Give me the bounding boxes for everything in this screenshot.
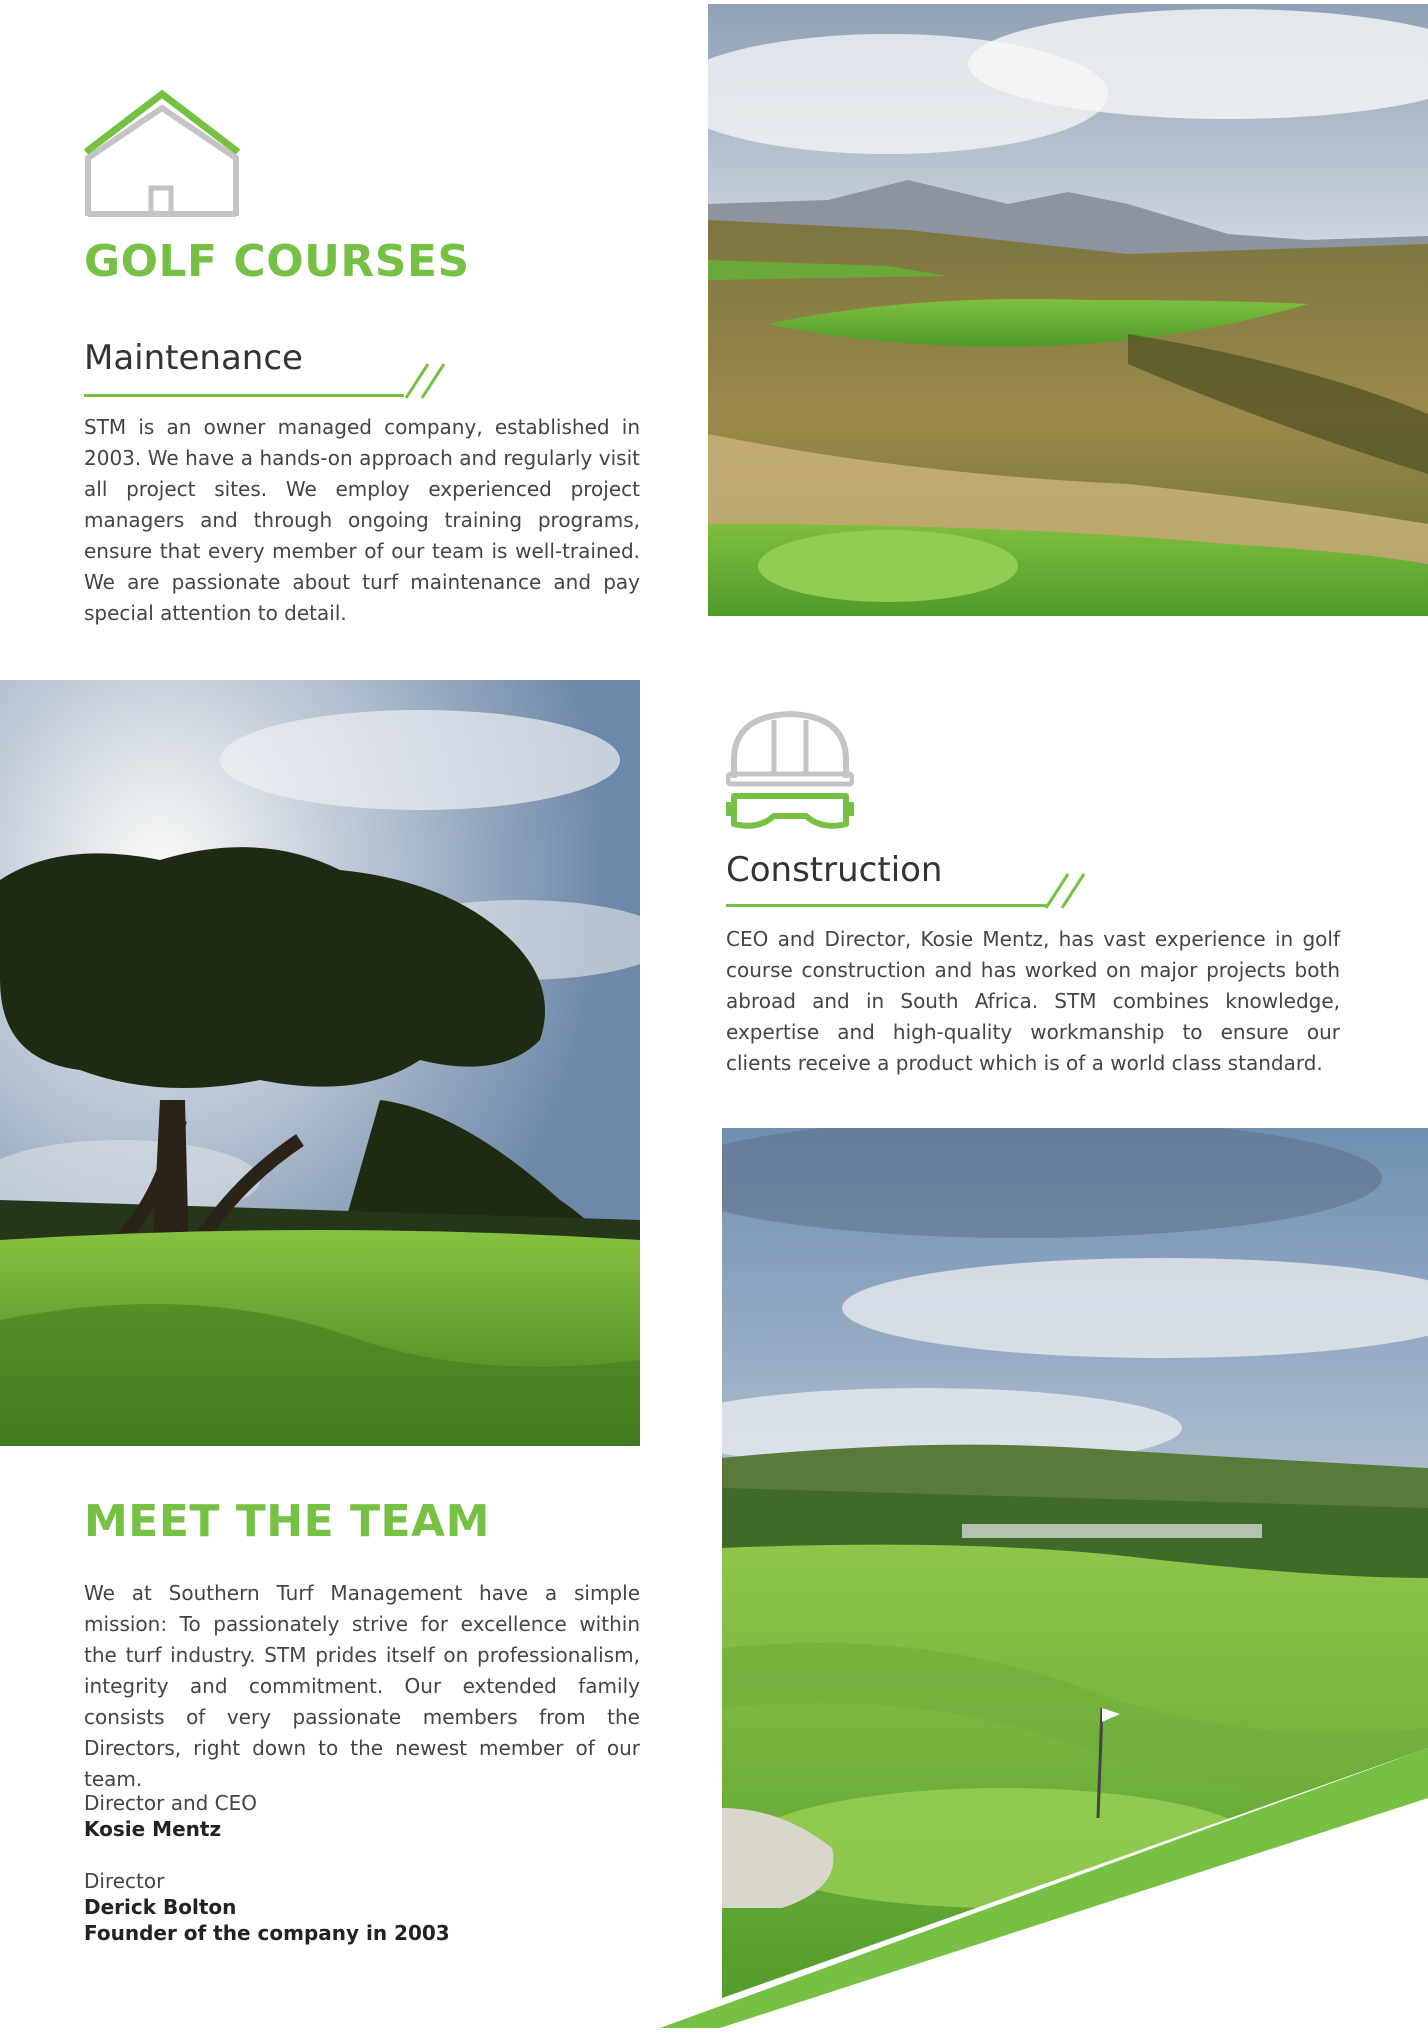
meet-the-team-title: MEET THE TEAM <box>84 1496 490 1547</box>
team-member-2 <box>84 1868 640 1946</box>
maintenance-subtitle: Maintenance <box>84 338 303 378</box>
maintenance-rule <box>84 394 404 397</box>
member-name: Kosie Mentz <box>84 1817 222 1841</box>
member-name: Derick Bolton <box>84 1895 237 1919</box>
hard-hat-goggles-icon <box>726 708 854 834</box>
tree-fairway-photo <box>0 680 640 1446</box>
construction-subtitle: Construction <box>726 850 943 890</box>
team-member-1 <box>84 1790 640 1842</box>
golf-courses-title: GOLF COURSES <box>84 236 470 287</box>
green-diagonal-stripe <box>660 1740 1428 2028</box>
golf-hillside-photo <box>708 4 1428 616</box>
member-note: Founder of the company in 2003 <box>84 1921 450 1945</box>
construction-rule <box>726 904 1046 907</box>
maintenance-body: STM is an owner managed company, established in 2003. We have a hands-on approach and regularly visit all project sites. We employ experienced project managers and through ongoing training programs, ensure that every member of our team is well-trained. We are passionate about turf maintenance and pay special attention to detail. <box>84 415 640 625</box>
member-role: Director and CEO <box>84 1791 258 1815</box>
house-icon <box>82 88 242 218</box>
construction-body: CEO and Director, Kosie Mentz, has vast experience in golf course construction and has worked on major projects both abroad and in South Africa. STM combines knowledge, expertise and high-quality workmanship to ensure our clients receive a product which is of a world class standard. <box>726 927 1340 1075</box>
team-body: We at Southern Turf Management have a simple mission: To passionately strive for excellence within the turf industry. STM prides itself on professionalism, integrity and commitment. Our extended family consists of very passionate members from the Directors, right down to the newest member of our team. <box>84 1581 640 1791</box>
member-role: Director <box>84 1869 165 1893</box>
double-slash-icon <box>404 360 450 400</box>
double-slash-icon-2 <box>1044 870 1090 910</box>
